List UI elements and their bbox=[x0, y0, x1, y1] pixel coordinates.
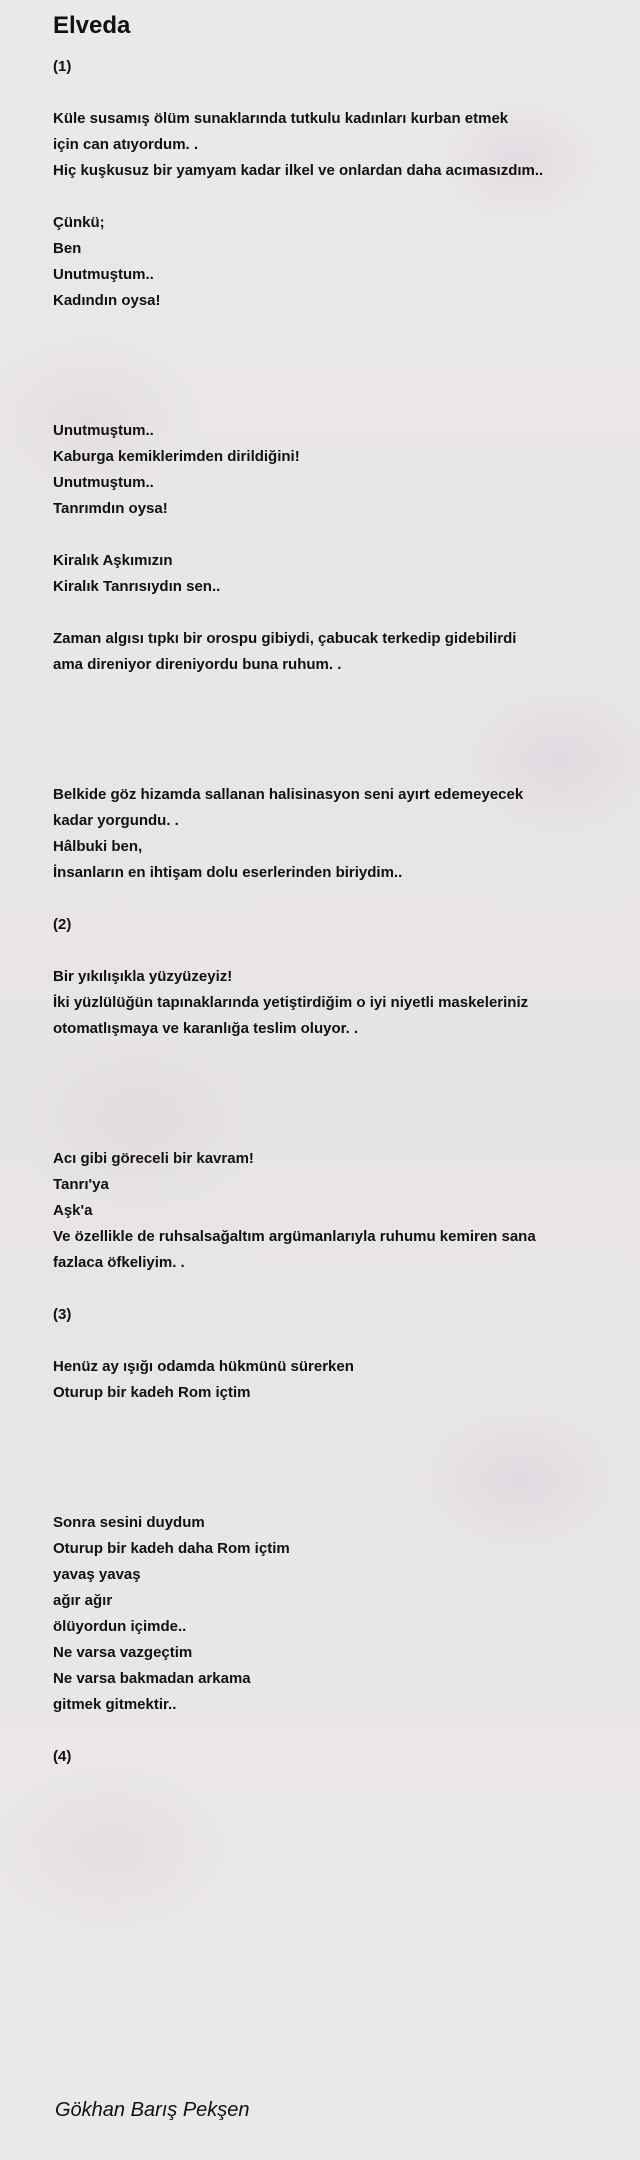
poem-line: (4) bbox=[53, 1748, 72, 1765]
poem-line: ama direniyor direniyordu buna ruhum. . bbox=[53, 656, 342, 673]
poem-blank-line bbox=[53, 340, 623, 366]
poem-line: ağır ağır bbox=[53, 1592, 113, 1609]
poem-blank-line bbox=[53, 730, 623, 756]
poem-line: fazlaca öfkeliyim. . bbox=[53, 1254, 185, 1271]
poem-blank-line bbox=[53, 678, 623, 704]
poem-line: Aşk'a bbox=[53, 1202, 93, 1219]
poem-blank-line bbox=[53, 886, 623, 912]
poem-blank-line bbox=[53, 938, 623, 964]
poem-blank-line bbox=[53, 1094, 623, 1120]
poem-blank-line bbox=[53, 314, 623, 340]
poem-line: Kiralık Tanrısıydın sen.. bbox=[53, 578, 221, 595]
poem-line: (3) bbox=[53, 1306, 72, 1323]
poem-line: Acı gibi göreceli bir kavram! bbox=[53, 1150, 254, 1167]
poem-line: kadar yorgundu. . bbox=[53, 812, 179, 829]
poem-line: Sonra sesini duydum bbox=[53, 1514, 205, 1531]
poem-line: Unutmuştum.. bbox=[53, 474, 154, 491]
poem-line: Henüz ay ışığı odamda hükmünü sürerken bbox=[53, 1358, 354, 1375]
poem-blank-line bbox=[53, 1484, 623, 1510]
poem-line: Kiralık Aşkımızın bbox=[53, 552, 173, 569]
poem-title: Elveda bbox=[53, 12, 131, 39]
poem-line: İki yüzlülüğün tapınaklarında yetiştirdiğim o iyi niyetli maskeleriniz bbox=[53, 994, 529, 1011]
poem-blank-line bbox=[53, 522, 623, 548]
poem-line: otomatlışmaya ve karanlığa teslim oluyor. . bbox=[53, 1020, 359, 1037]
poem-line: Tanrı'ya bbox=[53, 1176, 109, 1193]
poem-blank-line bbox=[53, 1276, 623, 1302]
poem-line: Tanrımdın oysa! bbox=[53, 500, 168, 517]
poem-line: Hâlbuki ben, bbox=[53, 838, 143, 855]
poem-line: Zaman algısı tıpkı bir orospu gibiydi, çabucak terkedip gidebilirdi bbox=[53, 630, 517, 647]
poem-line: Bir yıkılışıkla yüzyüzeyiz! bbox=[53, 968, 233, 985]
poem-line: Oturup bir kadeh daha Rom içtim bbox=[53, 1540, 290, 1557]
poem-blank-line bbox=[53, 1718, 623, 1744]
poem-line: Ne varsa vazgeçtim bbox=[53, 1644, 193, 1661]
poem-blank-line bbox=[53, 1328, 623, 1354]
poem-line: Belkide göz hizamda sallanan halisinasyon seni ayırt edemeyecek bbox=[53, 786, 524, 803]
poem-line: Ben bbox=[53, 240, 82, 257]
poem-blank-line bbox=[53, 704, 623, 730]
poem-blank-line bbox=[53, 80, 623, 106]
poem-line: (1) bbox=[53, 58, 72, 75]
poem-line: Hiç kuşkusuz bir yamyam kadar ilkel ve onlardan daha acımasızdım.. bbox=[53, 162, 544, 179]
poem-line: Oturup bir kadeh Rom içtim bbox=[53, 1384, 251, 1401]
poem-line: yavaş yavaş bbox=[53, 1566, 141, 1583]
poem-line: (2) bbox=[53, 916, 72, 933]
poem-line: Unutmuştum.. bbox=[53, 266, 154, 283]
poem-line: Küle susamış ölüm sunaklarında tutkulu kadınları kurban etmek bbox=[53, 110, 509, 127]
poem-blank-line bbox=[53, 1406, 623, 1432]
poem-blank-line bbox=[53, 1068, 623, 1094]
poem-blank-line bbox=[53, 1432, 623, 1458]
poem-blank-line bbox=[53, 184, 623, 210]
poem-line: için can atıyordum. . bbox=[53, 136, 199, 153]
poem-line: ölüyordun içimde.. bbox=[53, 1618, 187, 1635]
poem-blank-line bbox=[53, 1042, 623, 1068]
poem-blank-line bbox=[53, 1120, 623, 1146]
poem-blank-line bbox=[53, 392, 623, 418]
poem-blank-line bbox=[53, 1458, 623, 1484]
poem-author: Gökhan Barış Pekşen bbox=[55, 2099, 250, 2121]
poem-line: Kaburga kemiklerimden dirildiğini! bbox=[53, 448, 300, 465]
poem-line: Çünkü; bbox=[53, 214, 105, 231]
poem-line: gitmek gitmektir.. bbox=[53, 1696, 177, 1713]
poem-blank-line bbox=[53, 756, 623, 782]
poem-line: Ne varsa bakmadan arkama bbox=[53, 1670, 251, 1687]
poem-line: Ve özellikle de ruhsalsağaltım argümanlarıyla ruhumu kemiren sana bbox=[53, 1228, 536, 1245]
poem-body bbox=[53, 54, 623, 1770]
poem-line: İnsanların en ihtişam dolu eserlerinden biriydim.. bbox=[53, 864, 403, 881]
poem-line: Unutmuştum.. bbox=[53, 422, 154, 439]
poem-blank-line bbox=[53, 366, 623, 392]
poem-line: Kadındın oysa! bbox=[53, 292, 161, 309]
poem-blank-line bbox=[53, 600, 623, 626]
